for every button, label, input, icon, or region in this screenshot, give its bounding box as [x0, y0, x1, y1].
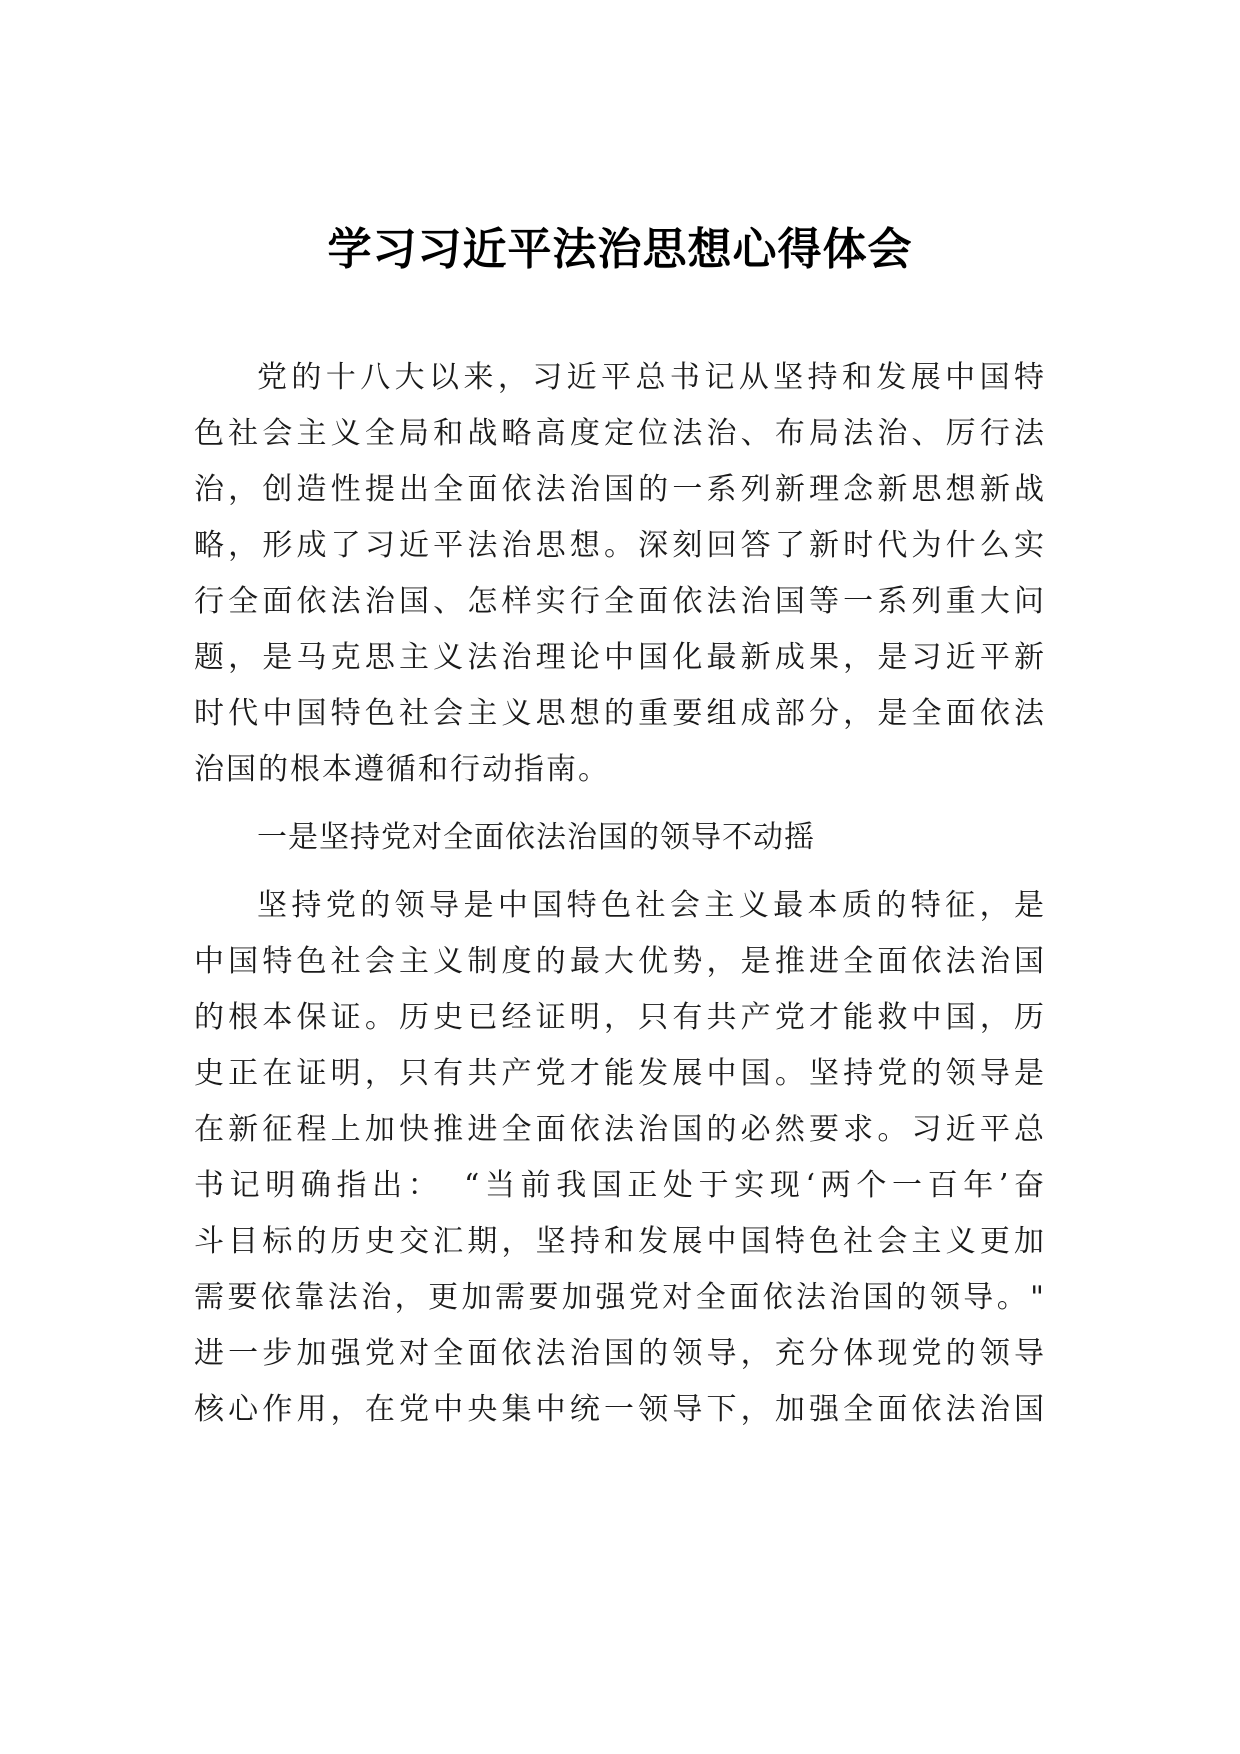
text-line: 治，创造性提出全面依法治国的一系列新理念新思想新战: [194, 472, 1044, 507]
text-line: 坚持党的领导是中国特色社会主义最本质的特征，是: [257, 888, 1044, 923]
text-line: 斗目标的历史交汇期，坚持和发展中国特色社会主义更加: [194, 1224, 1044, 1259]
section-heading: [194, 810, 1044, 866]
text-line: 题，是马克思主义法治理论中国化最新成果，是习近平新: [194, 640, 1044, 675]
text-line: 中国特色社会主义制度的最大优势，是推进全面依法治国: [194, 944, 1044, 979]
text-line: 的根本保证。历史已经证明，只有共产党才能救中国，历: [194, 1000, 1044, 1035]
paragraph-party-leadership: [194, 878, 1044, 1438]
text-line: 治国的根本遵循和行动指南。: [194, 752, 610, 787]
text-line: 时代中国特色社会主义思想的重要组成部分，是全面依法: [194, 696, 1044, 731]
text-line: 史正在证明，只有共产党才能发展中国。坚持党的领导是: [194, 1056, 1044, 1091]
heading-line: 一是坚持党对全面依法治国的领导不动摇: [257, 820, 815, 855]
document-title: 学习习近平法治思想心得体会: [327, 224, 913, 275]
text-line: 核心作用，在党中央集中统一领导下，加强全面依法治国: [194, 1392, 1044, 1427]
paragraph-intro: [194, 350, 1044, 798]
text-line: 党的十八大以来，习近平总书记从坚持和发展中国特: [257, 360, 1044, 395]
text-line: 在新征程上加快推进全面依法治国的必然要求。习近平总: [194, 1112, 1044, 1147]
text-line: 书记明确指出： “当前我国正处于实现‘两个一百年’奋: [194, 1168, 1044, 1203]
text-line: 色社会主义全局和战略高度定位法治、布局法治、厉行法: [194, 416, 1044, 451]
text-line: 略，形成了习近平法治思想。深刻回答了新时代为什么实: [194, 528, 1044, 563]
document-body: [194, 350, 1044, 1438]
text-line: 行全面依法治国、怎样实行全面依法治国等一系列重大问: [194, 584, 1044, 619]
text-line: 进一步加强党对全面依法治国的领导，充分体现党的领导: [194, 1336, 1044, 1371]
text-line: 需要依靠法治，更加需要加强党对全面依法治国的领导。": [194, 1280, 1044, 1315]
